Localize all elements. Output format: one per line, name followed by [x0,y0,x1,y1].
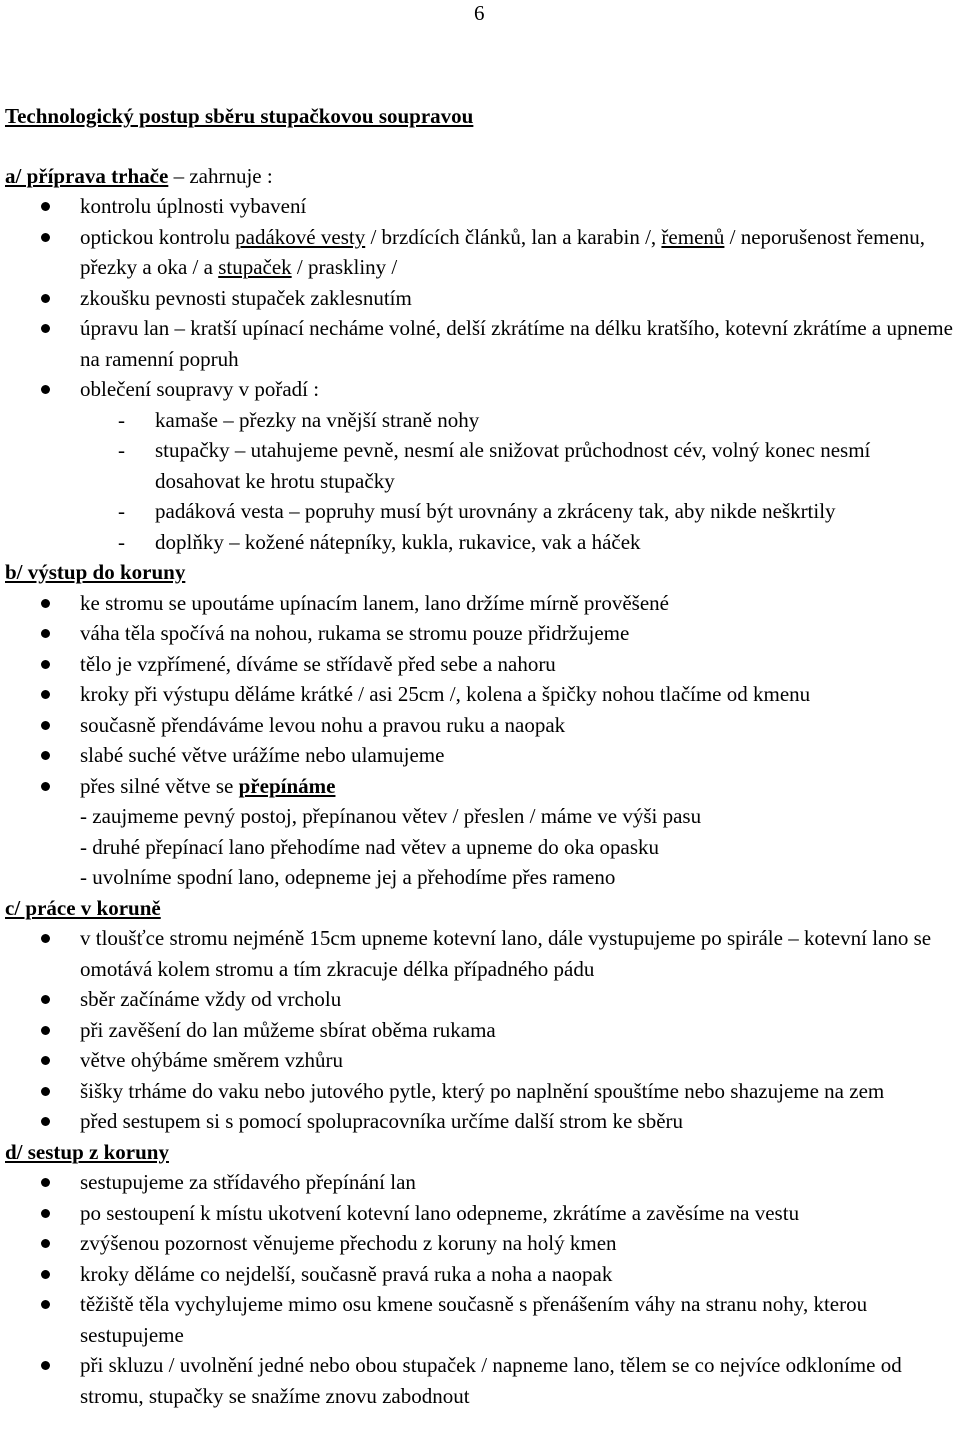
list-item-text: v tloušťce stromu nejméně 15cm upneme kotevní lano, dále vystupujeme po spirále – kotevní lano se omotává kolem stromu a tím zkracuje délka případného pádu [80,926,932,981]
list-item [5,1259,960,1290]
dash-line: - druhé přepínací lano přehodíme nad větev a upneme do oka opasku [80,834,660,859]
list-item [5,618,960,649]
list-item-text: po sestoupení k místu ukotvení kotevní lano odepneme, zkrátíme a zavěsíme na vestu [80,1200,800,1225]
list-item [5,679,960,710]
list-item-text: přes silné větve se [80,773,239,798]
emphasized-term: přepínáme [238,773,336,798]
sub-item [5,527,960,558]
list-item-text: / neporušenost řemenu, přezky a oka / a [80,224,926,279]
list-item-text: při skluzu / uvolnění jedné nebo obou stupaček / napneme lano, tělem se co nejvíce odkloníme od stromu, stupačky se snažíme znovu zabodnout [80,1353,902,1408]
underlined-term: padákové vesty [235,224,366,249]
list-item-text: větve ohýbáme směrem vzhůru [80,1048,343,1072]
list-item-text: váha těla spočívá na nohou, rukama se stromu pouze přidržujeme [80,621,630,645]
list-item-text: optickou kontrolu [80,224,236,249]
sub-item-text: padáková vesta – popruhy musí být urovnány a zkráceny tak, aby nikde neškrtily [155,499,836,523]
document-body [5,101,960,1411]
section-c-label: c/ práce v koruně [5,895,161,920]
section-b-label: b/ výstup do koruny [5,560,186,584]
list-item-text: šišky trháme do vaku nebo jutového pytle, který po naplnění spouštíme nebo shazujeme na zem [80,1078,885,1103]
list-item [5,191,960,222]
section-a-suffix: – zahrnuje : [168,163,273,188]
list-item [5,1045,960,1076]
sub-item [5,405,960,436]
list-item [5,313,960,374]
section-a-heading [5,161,960,192]
list-item-text: úpravu lan – kratší upínací necháme volné, delší zkrátíme na délku kratšího, kotevní zkrátíme a upneme na ramenní popruh [80,316,953,371]
underlined-term: stupaček [218,255,292,279]
list-item-text: kroky při výstupu děláme krátké / asi 25cm /, kolena a špičky nohou tlačíme od kmenu [80,682,811,706]
page-number: 6 [474,1,485,25]
list-item [5,1167,960,1198]
list-item [5,1106,960,1137]
section-a-sublist [5,405,960,558]
list-item [5,1350,960,1411]
list-item [5,740,960,771]
section-d-label: d/ sestup z koruny [5,1139,169,1164]
list-item-text: kontrolu úplnosti vybavení [80,194,307,218]
list-item-text: ke stromu se upoutáme upínacím lanem, lano držíme mírně prověšené [80,590,669,615]
section-a-label: a/ příprava trhače [5,163,169,188]
underlined-term: řemenů [661,224,725,249]
list-item-text: / praskliny / [291,255,398,279]
dash-marker: - [118,499,125,523]
list-item-text: před sestupem si s pomocí spolupracovníka určíme další strom ke sběru [80,1109,684,1133]
list-item-text: zkoušku pevnosti stupaček zaklesnutím [80,285,412,310]
list-item [5,1289,960,1350]
list-item [5,710,960,741]
section-a-list [5,191,960,405]
sub-item [5,435,960,496]
list-item-text: kroky děláme co nejdelší, současně pravá ruka a noha a naopak [80,1261,613,1286]
section-c-list [5,923,960,1137]
list-item [5,1228,960,1259]
list-item-text: zvýšenou pozornost věnujeme přechodu z koruny na holý kmen [80,1231,617,1255]
document-title: Technologický postup sběru stupačkovou soupravou [5,104,474,128]
list-item [5,222,960,283]
list-item-text: oblečení soupravy v pořadí : [80,377,320,401]
list-item-text: při zavěšení do lan můžeme sbírat oběma rukama [80,1017,496,1042]
sub-item-text: stupačky – utahujeme pevně, nesmí ale snižovat průchodnost cév, volný konec nesmí dosahovat ke hrotu stupačky [155,438,871,493]
list-item-text: / brzdících článků, lan a karabin /, [365,224,662,249]
list-item [5,1076,960,1107]
list-item [5,374,960,405]
section-c-heading [5,893,960,924]
list-item-text: sběr začínáme vždy od vrcholu [80,987,342,1011]
list-item [5,984,960,1015]
list-item [5,1198,960,1229]
dash-marker: - [118,438,125,462]
sub-item [5,496,960,527]
section-b-heading [5,557,960,588]
list-item [5,649,960,680]
dash-line: - uvolníme spodní lano, odepneme jej a přehodíme přes rameno [80,865,616,889]
section-d-list [5,1167,960,1411]
sub-item-text: kamaše – přezky na vnější straně nohy [155,407,480,432]
list-item [5,588,960,619]
list-item-text: slabé suché větve urážíme nebo ulamujeme [80,743,445,767]
list-item-text: těžiště těla vychylujeme mimo osu kmene současně s přenášením váhy na stranu nohy, kterou sestupujeme [80,1292,868,1347]
section-b-list [5,588,960,802]
dash-marker: - [118,529,125,554]
list-item-text: sestupujeme za střídavého přepínání lan [80,1170,416,1194]
list-item [5,923,960,984]
list-item-text: současně přendáváme levou nohu a pravou ruku a naopak [80,712,566,737]
list-item-text: tělo je vzpřímené, díváme se střídavě před sebe a nahoru [80,651,556,676]
section-d-heading [5,1137,960,1168]
list-item [5,283,960,314]
dash-line: - zaujmeme pevný postoj, přepínanou větev / přeslen / máme ve výši pasu [80,804,702,828]
dash-marker: - [118,407,125,432]
list-item [5,1015,960,1046]
list-item [5,771,960,802]
sub-item-text: doplňky – kožené nátepníky, kukla, rukavice, vak a háček [155,529,641,554]
